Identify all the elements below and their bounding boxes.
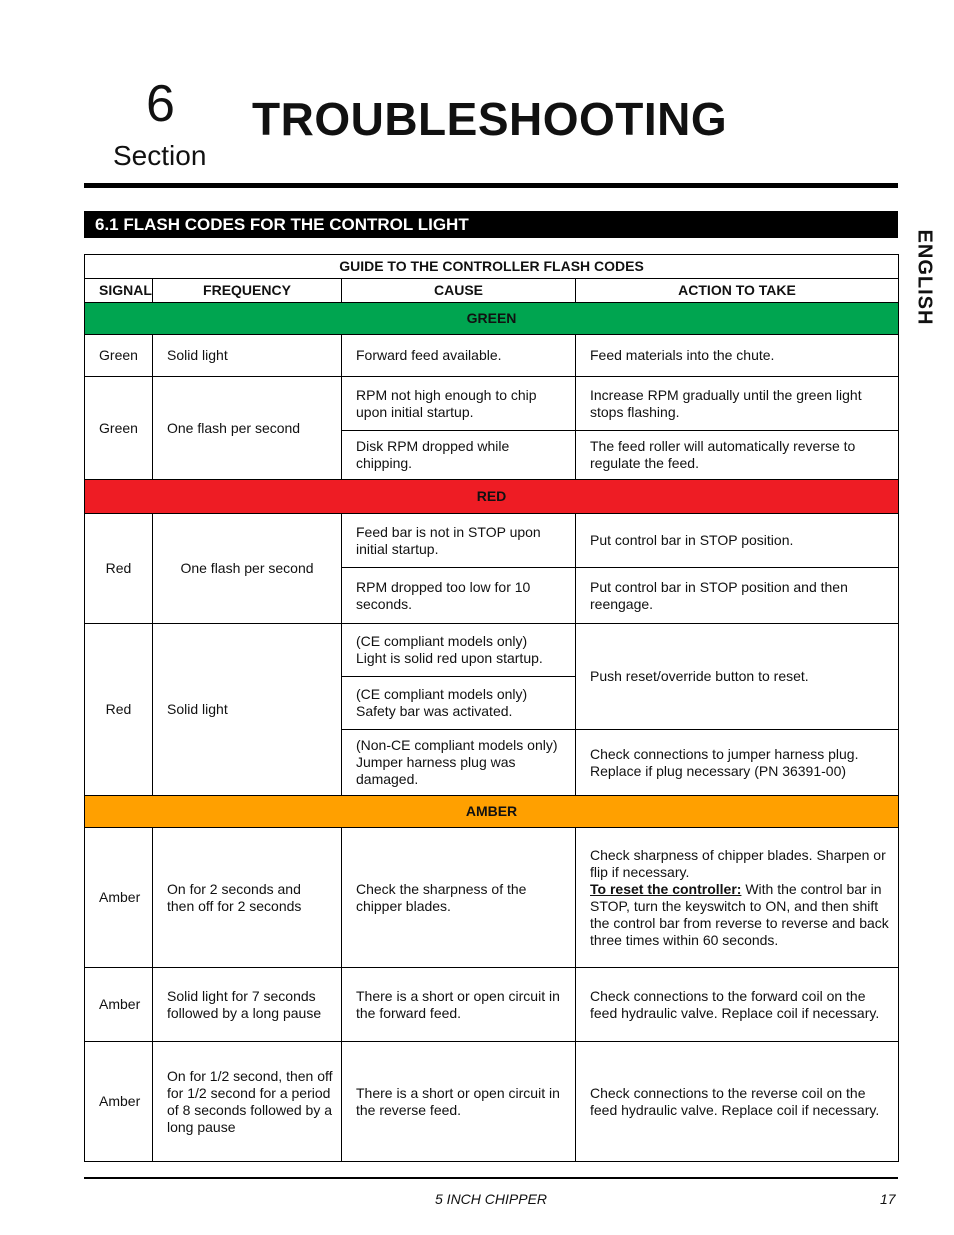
section-label: Section [113, 140, 207, 171]
frequency-cell: Solid light [153, 624, 342, 796]
language-tab [904, 222, 944, 332]
band-amber [85, 796, 899, 828]
footer-title: 5 INCH CHIPPER [435, 1191, 548, 1207]
frequency-cell: One flash per second [153, 377, 342, 480]
frequency-cell: Solid light [153, 335, 342, 377]
action-cell: Increase RPM gradually until the green light stops flashing. [576, 377, 899, 431]
section-number: 6 [146, 75, 175, 133]
table-row [85, 514, 899, 568]
cause-cell: Check the sharpness of the chipper blades. [342, 828, 576, 968]
table-row [85, 335, 899, 377]
cause-cell: (CE compliant models only) Light is solid red upon startup. [342, 624, 576, 677]
cause-cell: There is a short or open circuit in the forward feed. [342, 968, 576, 1042]
column-signal: SIGNAL [85, 279, 153, 303]
signal-cell: Red [85, 624, 153, 796]
action-cell: Check connections to the reverse coil on the feed hydraulic valve. Replace coil if necessary. [576, 1042, 899, 1162]
action-text: Check sharpness of chipper blades. Sharpen or flip if necessary. [590, 846, 886, 880]
cause-cell: Feed bar is not in STOP upon initial startup. [342, 514, 576, 568]
subsection-heading: 6.1 FLASH CODES FOR THE CONTROL LIGHT [84, 211, 898, 238]
table-row [85, 624, 899, 677]
frequency-cell: On for 2 seconds and then off for 2 seconds [153, 828, 342, 968]
frequency-cell: On for 1/2 second, then off for 1/2 second for a period of 8 seconds followed by a long pause [153, 1042, 342, 1162]
column-frequency: FREQUENCY [153, 279, 342, 303]
action-cell: Push reset/override button to reset. [576, 624, 899, 730]
column-action: ACTION TO TAKE [576, 279, 899, 303]
band-green [85, 303, 899, 335]
title-rule [84, 183, 898, 188]
signal-cell: Amber [85, 968, 153, 1042]
frequency-cell: One flash per second [153, 514, 342, 624]
action-cell: The feed roller will automatically reverse to regulate the feed. [576, 431, 899, 480]
flash-codes-table [84, 254, 899, 1162]
table-header-row [85, 279, 899, 303]
cause-cell: RPM dropped too low for 10 seconds. [342, 568, 576, 624]
cause-cell: (CE compliant models only) Safety bar was activated. [342, 677, 576, 730]
column-cause: CAUSE [342, 279, 576, 303]
action-cell: Check connections to jumper harness plug. Replace if plug necessary (PN 36391-00) [576, 730, 899, 796]
cause-cell: Forward feed available. [342, 335, 576, 377]
signal-cell: Red [85, 514, 153, 624]
action-cell: Put control bar in STOP position. [576, 514, 899, 568]
action-cell: Check connections to the forward coil on the feed hydraulic valve. Replace coil if necessary. [576, 968, 899, 1042]
table-row [85, 1042, 899, 1162]
table-title-row [85, 255, 899, 279]
cause-cell: Disk RPM dropped while chipping. [342, 431, 576, 480]
footer-rule [84, 1177, 898, 1179]
language-tab-label: ENGLISH [913, 229, 936, 325]
action-cell: Feed materials into the chute. [576, 335, 899, 377]
band-label: AMBER [85, 796, 899, 828]
signal-cell: Amber [85, 828, 153, 968]
table-row [85, 968, 899, 1042]
action-cell [576, 828, 899, 968]
frequency-cell: Solid light for 7 seconds followed by a long pause [153, 968, 342, 1042]
cause-cell: RPM not high enough to chip upon initial startup. [342, 377, 576, 431]
cause-cell: (Non-CE compliant models only) Jumper harness plug was damaged. [342, 730, 576, 796]
band-red [85, 480, 899, 514]
table-row [85, 828, 899, 968]
action-cell: Put control bar in STOP position and then reengage. [576, 568, 899, 624]
band-label: RED [85, 480, 899, 514]
reset-instructions: With the control bar in STOP, turn the keyswitch to ON, and then shift the control bar from reverse to reverse and back three times within 60 seconds. [590, 880, 889, 948]
signal-cell: Green [85, 335, 153, 377]
signal-cell: Amber [85, 1042, 153, 1162]
table-title: GUIDE TO THE CONTROLLER FLASH CODES [85, 255, 899, 279]
page-number: 17 [880, 1191, 896, 1207]
cause-cell: There is a short or open circuit in the reverse feed. [342, 1042, 576, 1162]
signal-cell: Green [85, 377, 153, 480]
table-row [85, 377, 899, 431]
reset-label: To reset the controller: [590, 880, 742, 897]
band-label: GREEN [85, 303, 899, 335]
page-title: TROUBLESHOOTING [252, 93, 728, 145]
